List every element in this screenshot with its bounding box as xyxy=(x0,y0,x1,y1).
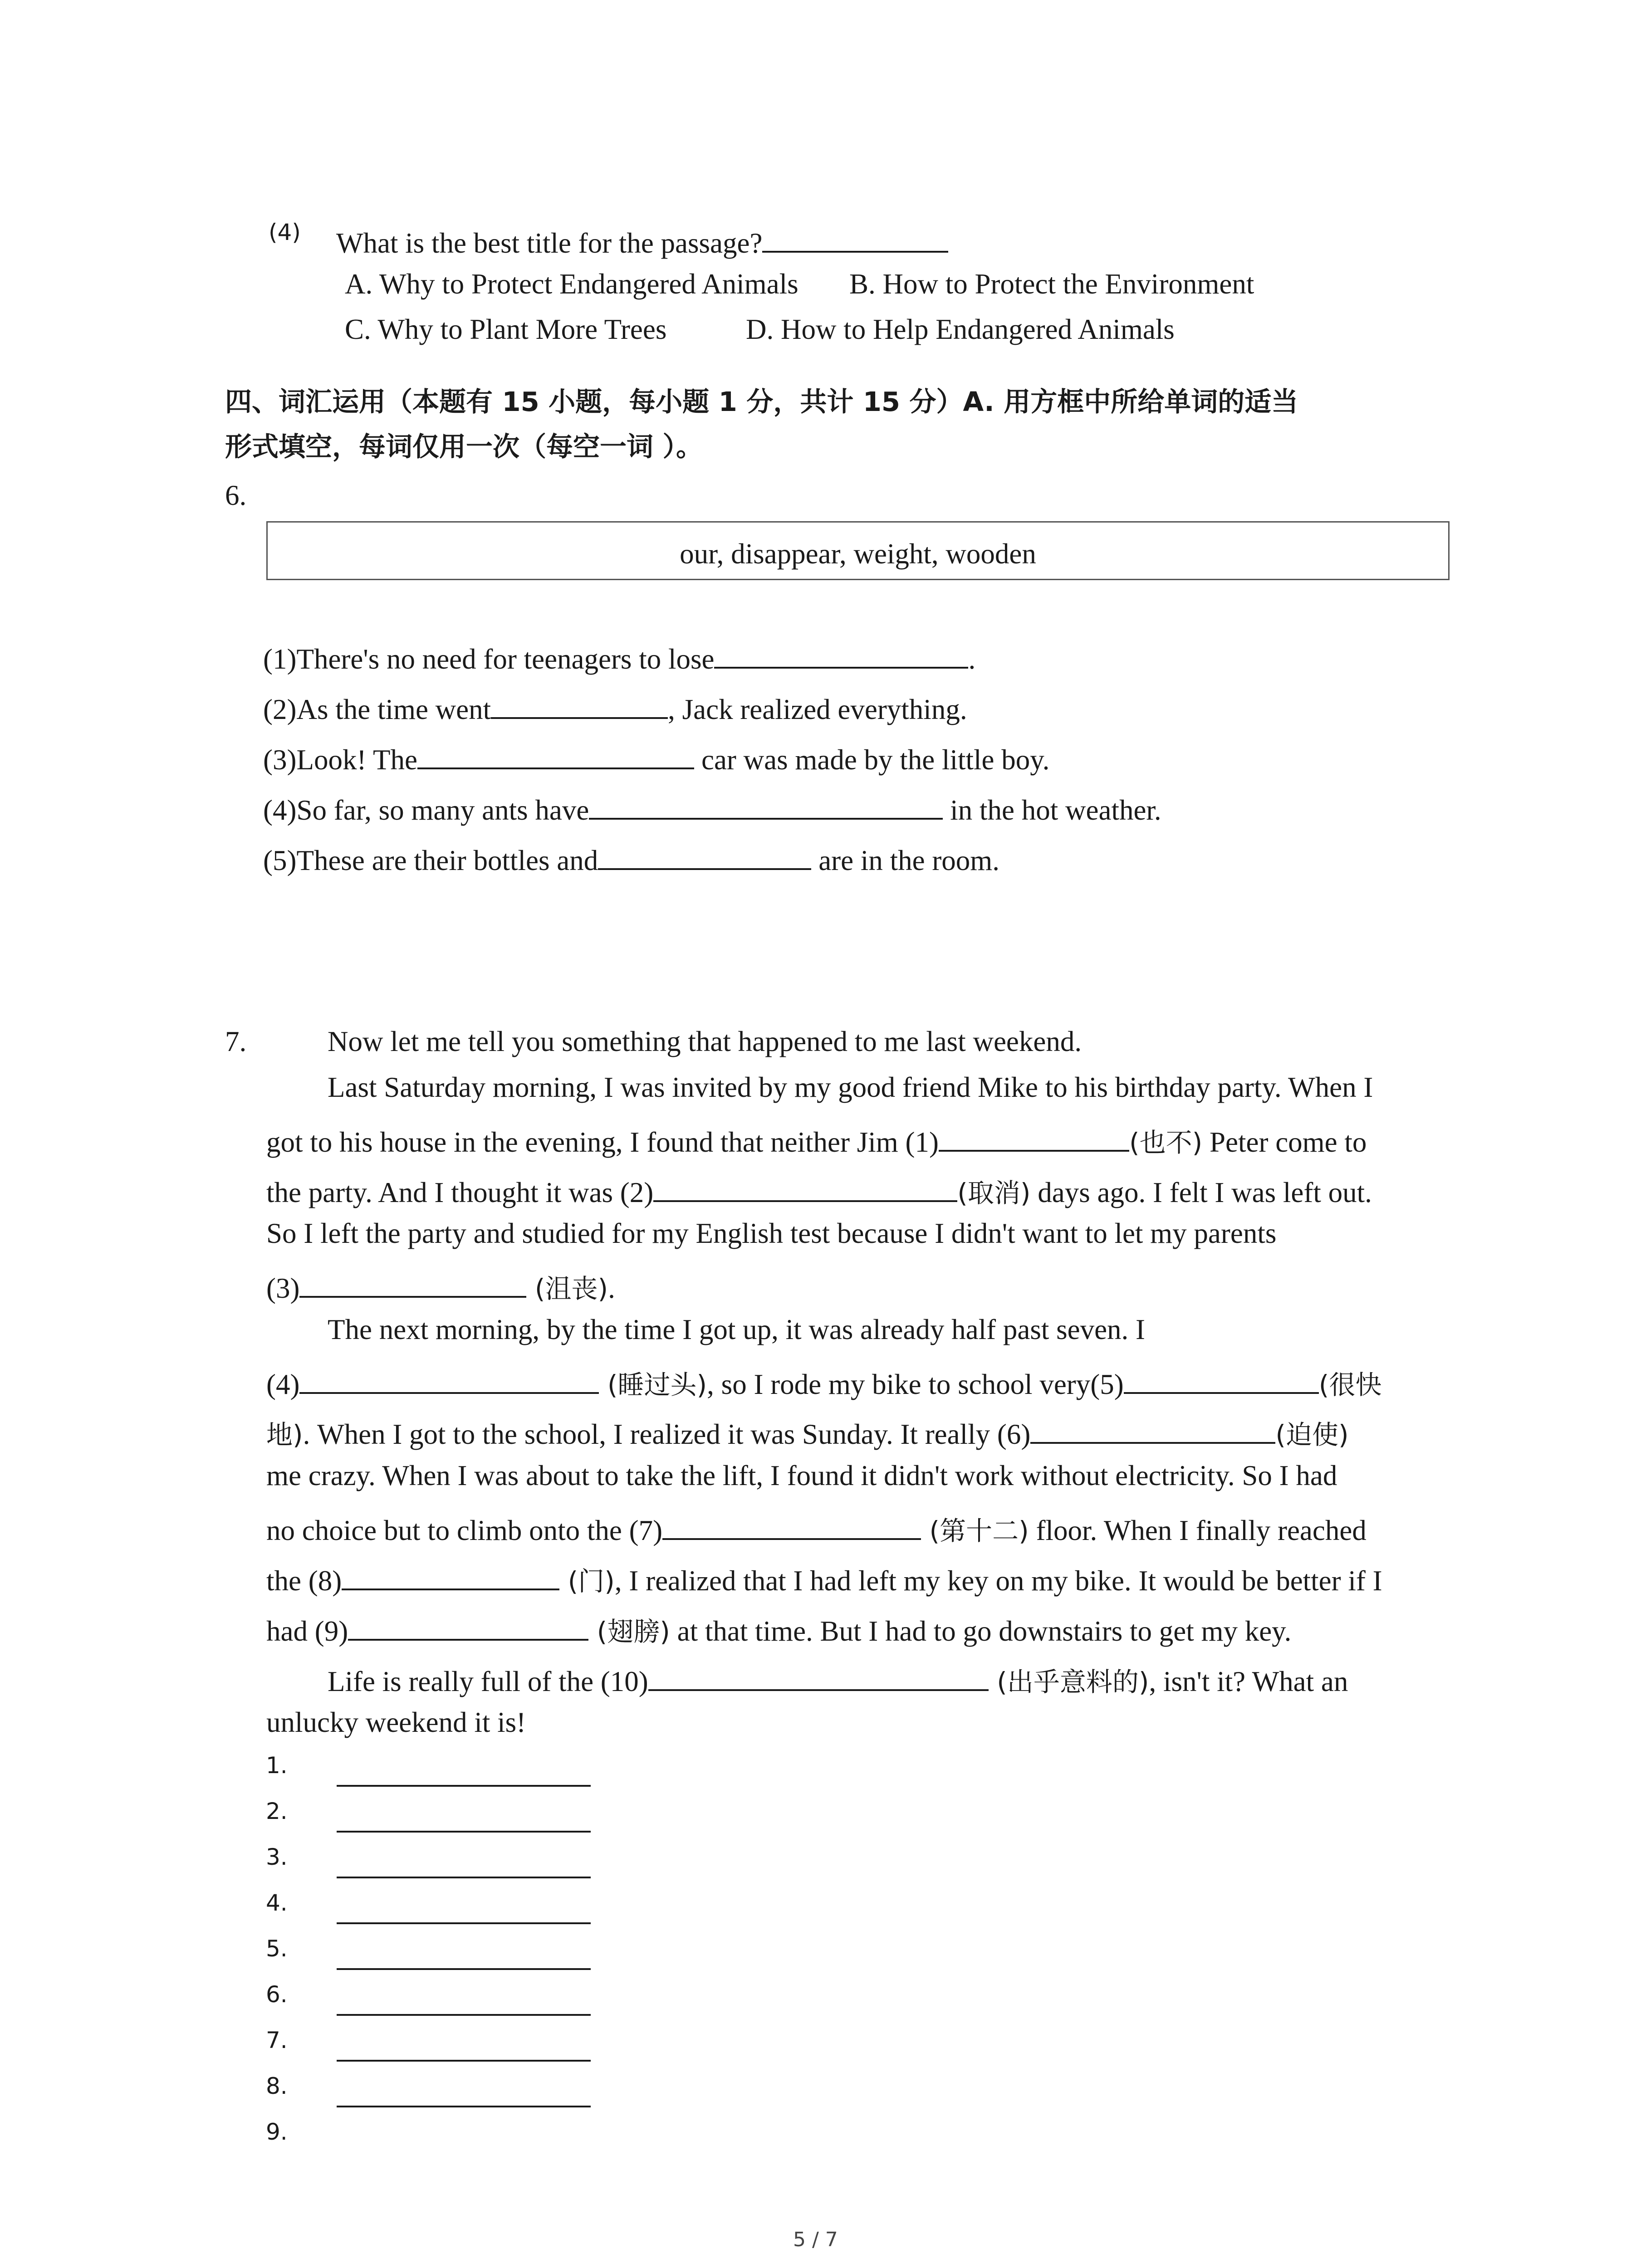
passage-text: . When I got to the school, I realized it was Sunday. It really (6) xyxy=(303,1418,1031,1450)
option-c: C. Why to Plant More Trees xyxy=(345,313,667,345)
answer-number: 7. xyxy=(266,2027,288,2053)
passage-text: no choice but to climb onto the (7) xyxy=(266,1515,663,1546)
passage-text: the (8) xyxy=(266,1565,342,1597)
option-d: D. How to Help Endangered Animals xyxy=(746,313,1175,345)
answer-blank[interactable] xyxy=(762,225,948,253)
option-a: A. Why to Protect Endangered Animals xyxy=(345,268,798,300)
passage-text: (3) xyxy=(266,1272,300,1304)
answer-line[interactable] xyxy=(337,1922,591,1924)
sentence-3 xyxy=(263,741,1049,774)
option-b: B. How to Protect the Environment xyxy=(849,268,1254,300)
question-text xyxy=(336,225,948,258)
section-heading-line2: 形式填空，每词仅用一次（每空一词 ）。 xyxy=(225,431,703,462)
chinese-hint: (翅膀) xyxy=(588,1616,670,1647)
section-heading-line1: 四、词汇运用（本题有 15 小题，每小题 1 分，共计 15 分）A. 用方框中所给单词的适当 xyxy=(225,386,1298,417)
chinese-hint: (迫使) xyxy=(1275,1419,1349,1450)
sentence-text: , Jack realized everything. xyxy=(668,694,967,725)
passage-text: Peter come to xyxy=(1202,1126,1367,1158)
passage-text: (4) xyxy=(266,1369,300,1400)
question-number: (4) xyxy=(269,219,301,245)
answer-number: 4. xyxy=(266,1890,288,1916)
chinese-hint: (也不) xyxy=(1129,1127,1203,1158)
passage-line: So I left the party and studied for my English test because I didn't want to let my parents xyxy=(266,1217,1277,1249)
chinese-hint: (第十二) xyxy=(921,1515,1029,1546)
question-label: What is the best title for the passage? xyxy=(336,227,763,259)
passage-line xyxy=(266,1562,1382,1595)
passage-line xyxy=(328,1663,1348,1696)
answer-blank[interactable] xyxy=(648,1663,989,1691)
passage-line: me crazy. When I was about to take the lift, I found it didn't work without electricity. So I had xyxy=(266,1460,1337,1491)
answer-line[interactable] xyxy=(337,2014,591,2016)
passage-line xyxy=(266,1366,1381,1399)
passage-line xyxy=(266,1416,1349,1449)
answer-blank[interactable] xyxy=(589,792,943,820)
word-box xyxy=(266,521,1450,580)
answer-number: 1. xyxy=(266,1752,288,1779)
answer-blank[interactable] xyxy=(342,1562,559,1590)
sentence-1 xyxy=(263,640,975,674)
passage-text: . xyxy=(608,1272,615,1304)
answer-number: 9. xyxy=(266,2119,288,2145)
answer-blank[interactable] xyxy=(598,842,811,870)
passage-line xyxy=(266,1512,1367,1545)
passage-line xyxy=(266,1613,1291,1646)
sentence-4 xyxy=(263,792,1161,825)
answer-blank[interactable] xyxy=(1124,1366,1319,1394)
answer-blank[interactable] xyxy=(299,1366,599,1394)
answer-blank[interactable] xyxy=(939,1124,1129,1152)
passage-line xyxy=(266,1174,1372,1207)
sentence-text: (2)As the time went xyxy=(263,694,491,725)
chinese-hint: (门) xyxy=(559,1566,615,1597)
passage-text: , so I rode my bike to school very(5) xyxy=(707,1369,1124,1400)
answer-line[interactable] xyxy=(337,1831,591,1833)
passage-text: had (9) xyxy=(266,1615,348,1647)
answer-number: 6. xyxy=(266,1981,288,2008)
answer-blank[interactable] xyxy=(348,1613,588,1641)
answer-blank[interactable] xyxy=(491,691,668,719)
chinese-hint: (出乎意料的) xyxy=(988,1667,1149,1697)
passage-line: Now let me tell you something that happened to me last weekend. xyxy=(328,1026,1082,1057)
passage-text: days ago. I felt I was left out. xyxy=(1030,1177,1372,1208)
passage-text: got to his house in the evening, I found that neither Jim (1) xyxy=(266,1126,939,1158)
sentence-text: . xyxy=(968,643,976,675)
passage-text: floor. When I finally reached xyxy=(1029,1515,1367,1546)
answer-number: 3. xyxy=(266,1844,288,1870)
sentence-2 xyxy=(263,691,967,724)
sentence-text: (5)These are their bottles and xyxy=(263,845,598,876)
passage-text: at that time. But I had to go downstairs to get my key. xyxy=(670,1615,1292,1647)
sentence-text: (3)Look! The xyxy=(263,744,417,776)
answer-number: 2. xyxy=(266,1798,288,1824)
answer-number: 8. xyxy=(266,2073,288,2099)
sentence-text: car was made by the little boy. xyxy=(701,744,1050,776)
passage-line: unlucky weekend it is! xyxy=(266,1706,526,1738)
sentence-text: in the hot weather. xyxy=(950,794,1161,826)
passage-line: The next morning, by the time I got up, it was already half past seven. I xyxy=(328,1314,1146,1345)
answer-blank[interactable] xyxy=(299,1270,526,1298)
answer-blank[interactable] xyxy=(653,1174,957,1202)
passage-text: , isn't it? What an xyxy=(1149,1666,1348,1697)
answer-line[interactable] xyxy=(337,2060,591,2062)
passage-line xyxy=(266,1270,615,1303)
page-number: 5 / 7 xyxy=(793,2228,838,2251)
answer-blank[interactable] xyxy=(417,741,694,769)
answer-line[interactable] xyxy=(337,1968,591,1970)
word-box-text: our, disappear, weight, wooden xyxy=(680,538,1036,570)
passage-line: Last Saturday morning, I was invited by my good friend Mike to his birthday party. When I xyxy=(328,1071,1373,1103)
passage-text: the party. And I thought it was (2) xyxy=(266,1177,654,1208)
question-number: 7. xyxy=(225,1026,247,1057)
chinese-hint: (睡过头) xyxy=(599,1369,707,1400)
answer-line[interactable] xyxy=(337,2106,591,2107)
answer-blank[interactable] xyxy=(662,1512,921,1540)
sentence-text: (1)There's no need for teenagers to lose xyxy=(263,643,715,675)
answer-blank[interactable] xyxy=(1030,1416,1275,1444)
answer-blank[interactable] xyxy=(714,640,968,669)
chinese-hint: (取消) xyxy=(957,1178,1031,1208)
answer-line[interactable] xyxy=(337,1785,591,1787)
sentence-text: are in the room. xyxy=(818,845,1000,876)
sentence-text: (4)So far, so many ants have xyxy=(263,794,589,826)
sentence-5 xyxy=(263,842,999,875)
passage-text: Life is really full of the (10) xyxy=(328,1666,648,1697)
chinese-hint: 地) xyxy=(266,1419,303,1450)
passage-text: , I realized that I had left my key on my bike. It would be better if I xyxy=(614,1565,1382,1597)
passage-line xyxy=(266,1124,1367,1157)
answer-number: 5. xyxy=(266,1936,288,1962)
chinese-hint: (很快 xyxy=(1318,1369,1382,1400)
chinese-hint: (沮丧) xyxy=(526,1273,608,1304)
answer-line[interactable] xyxy=(337,1877,591,1878)
question-number: 6. xyxy=(225,479,247,511)
